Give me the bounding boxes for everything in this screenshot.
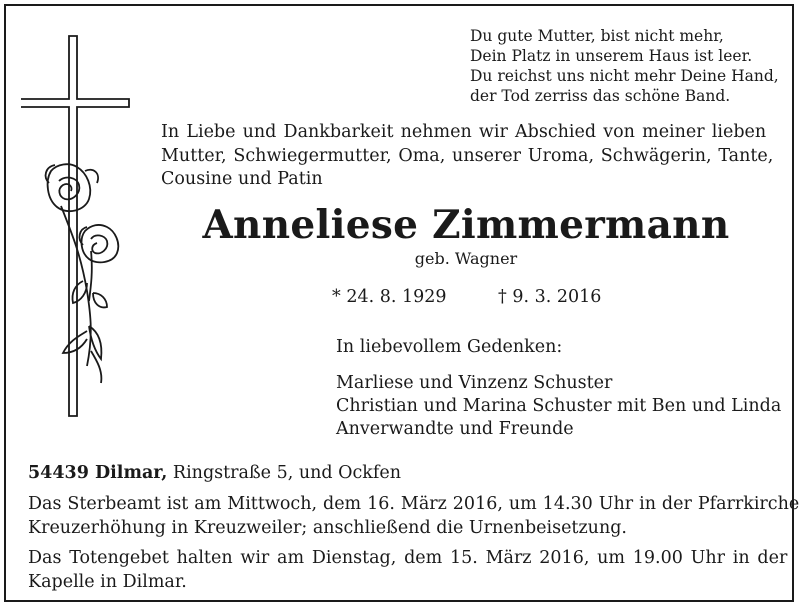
- poem: [470, 26, 790, 106]
- funeral-line: Das Sterbeamt ist am Mittwoch, dem 16. März 2016, um 14.30 Uhr in der Pfarrkirche: [28, 494, 800, 514]
- funeral-line: Kreuzerhöhung in Kreuzweiler; anschließend die Urnenbeisetzung.: [28, 518, 627, 538]
- birth-date: * 24. 8. 1929: [332, 287, 447, 307]
- poem-line: Du reichst uns nicht mehr Deine Hand,: [470, 67, 779, 85]
- deceased-name: Anneliese Zimmermann: [202, 202, 730, 248]
- intro-line: Cousine und Patin: [161, 169, 323, 189]
- prayer-info: [28, 546, 788, 594]
- death-date: † 9. 3. 2016: [498, 287, 602, 307]
- poem-line: Dein Platz in unserem Haus ist leer.: [470, 47, 753, 65]
- mourner-line: Christian und Marina Schuster mit Ben und Linda: [336, 396, 782, 416]
- prayer-line: Kapelle in Dilmar.: [28, 572, 187, 592]
- prayer-line: Das Totengebet halten wir am Dienstag, dem 15. März 2016, um 19.00 Uhr in der: [28, 548, 788, 568]
- poem-line: Du gute Mutter, bist nicht mehr,: [470, 27, 724, 45]
- mourners-block: [336, 336, 781, 441]
- address-place: 54439 Dilmar,: [28, 463, 168, 483]
- intro-text: [161, 121, 781, 192]
- poem-line: der Tod zerriss das schöne Band.: [470, 87, 731, 105]
- address: [28, 463, 401, 483]
- death-notice: [4, 4, 800, 602]
- funeral-info: [28, 492, 800, 540]
- intro-line: Mutter, Schwiegermutter, Oma, unserer Uroma, Schwägerin, Tante,: [161, 145, 774, 166]
- cross-with-roses-icon: [21, 31, 131, 426]
- intro-line: In Liebe und Dankbarkeit nehmen wir Abschied von meiner lieben: [161, 122, 767, 142]
- birth-name: geb. Wagner: [414, 249, 518, 268]
- mourner-line: Marliese und Vinzenz Schuster: [336, 373, 613, 393]
- address-street: Ringstraße 5, und Ockfen: [167, 463, 401, 483]
- mourner-line: Anverwandte und Freunde: [336, 419, 574, 439]
- mourners-heading: In liebevollem Gedenken:: [336, 337, 563, 357]
